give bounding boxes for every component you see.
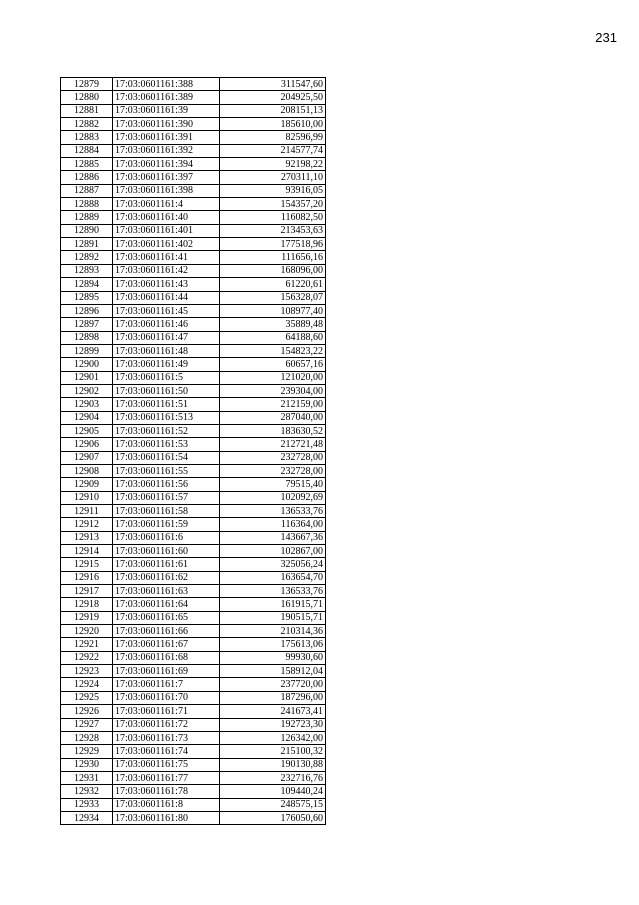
row-number-cell: 12885 <box>61 158 113 171</box>
value-cell: 232728,00 <box>220 451 326 464</box>
cadastral-number-cell: 17:03:0601161:391 <box>113 131 220 144</box>
table-row <box>61 491 326 504</box>
cadastral-number-cell: 17:03:0601161:389 <box>113 91 220 104</box>
value-cell: 232716,76 <box>220 771 326 784</box>
value-cell: 248575,15 <box>220 798 326 811</box>
table-row <box>61 318 326 331</box>
value-cell: 239304,00 <box>220 384 326 397</box>
value-cell: 168096,00 <box>220 264 326 277</box>
value-cell: 175613,06 <box>220 638 326 651</box>
table-row <box>61 264 326 277</box>
row-number-cell: 12883 <box>61 131 113 144</box>
row-number-cell: 12892 <box>61 251 113 264</box>
row-number-cell: 12913 <box>61 531 113 544</box>
cadastral-number-cell: 17:03:0601161:5 <box>113 371 220 384</box>
row-number-cell: 12914 <box>61 545 113 558</box>
value-cell: 121020,00 <box>220 371 326 384</box>
value-cell: 187296,00 <box>220 691 326 704</box>
table-row <box>61 585 326 598</box>
cadastral-number-cell: 17:03:0601161:402 <box>113 238 220 251</box>
value-cell: 213453,63 <box>220 224 326 237</box>
table-row <box>61 745 326 758</box>
cadastral-number-cell: 17:03:0601161:39 <box>113 104 220 117</box>
cadastral-number-cell: 17:03:0601161:68 <box>113 651 220 664</box>
table-row <box>61 705 326 718</box>
value-cell: 311547,60 <box>220 78 326 91</box>
cadastral-number-cell: 17:03:0601161:513 <box>113 411 220 424</box>
row-number-cell: 12880 <box>61 91 113 104</box>
cadastral-number-cell: 17:03:0601161:392 <box>113 144 220 157</box>
cadastral-number-cell: 17:03:0601161:390 <box>113 118 220 131</box>
cadastral-number-cell: 17:03:0601161:70 <box>113 691 220 704</box>
table-row <box>61 731 326 744</box>
row-number-cell: 12931 <box>61 771 113 784</box>
value-cell: 212721,48 <box>220 438 326 451</box>
row-number-cell: 12926 <box>61 705 113 718</box>
row-number-cell: 12911 <box>61 505 113 518</box>
value-cell: 237720,00 <box>220 678 326 691</box>
value-cell: 102867,00 <box>220 545 326 558</box>
value-cell: 154823,22 <box>220 344 326 357</box>
table-row <box>61 424 326 437</box>
row-number-cell: 12932 <box>61 785 113 798</box>
cadastral-number-cell: 17:03:0601161:54 <box>113 451 220 464</box>
value-cell: 116364,00 <box>220 518 326 531</box>
row-number-cell: 12919 <box>61 611 113 624</box>
cadastral-number-cell: 17:03:0601161:51 <box>113 398 220 411</box>
table-body <box>61 78 326 825</box>
value-cell: 93916,05 <box>220 184 326 197</box>
table-row <box>61 384 326 397</box>
value-cell: 108977,40 <box>220 304 326 317</box>
cadastral-number-cell: 17:03:0601161:46 <box>113 318 220 331</box>
row-number-cell: 12925 <box>61 691 113 704</box>
row-number-cell: 12881 <box>61 104 113 117</box>
row-number-cell: 12894 <box>61 278 113 291</box>
cadastral-number-cell: 17:03:0601161:67 <box>113 638 220 651</box>
cadastral-number-cell: 17:03:0601161:40 <box>113 211 220 224</box>
row-number-cell: 12895 <box>61 291 113 304</box>
cadastral-number-cell: 17:03:0601161:41 <box>113 251 220 264</box>
row-number-cell: 12917 <box>61 585 113 598</box>
cadastral-number-cell: 17:03:0601161:61 <box>113 558 220 571</box>
cadastral-number-cell: 17:03:0601161:7 <box>113 678 220 691</box>
table-row <box>61 78 326 91</box>
row-number-cell: 12927 <box>61 718 113 731</box>
table-row <box>61 691 326 704</box>
table-row <box>61 344 326 357</box>
cadastral-number-cell: 17:03:0601161:6 <box>113 531 220 544</box>
value-cell: 287040,00 <box>220 411 326 424</box>
cadastral-number-cell: 17:03:0601161:401 <box>113 224 220 237</box>
cadastral-number-cell: 17:03:0601161:43 <box>113 278 220 291</box>
value-cell: 35889,48 <box>220 318 326 331</box>
row-number-cell: 12888 <box>61 198 113 211</box>
table-row <box>61 451 326 464</box>
value-cell: 215100,32 <box>220 745 326 758</box>
cadastral-number-cell: 17:03:0601161:8 <box>113 798 220 811</box>
table-row <box>61 611 326 624</box>
row-number-cell: 12908 <box>61 464 113 477</box>
table-row <box>61 785 326 798</box>
value-cell: 185610,00 <box>220 118 326 131</box>
row-number-cell: 12909 <box>61 478 113 491</box>
cadastral-number-cell: 17:03:0601161:4 <box>113 198 220 211</box>
table-row <box>61 598 326 611</box>
value-cell: 190515,71 <box>220 611 326 624</box>
cadastral-number-cell: 17:03:0601161:78 <box>113 785 220 798</box>
cadastral-number-cell: 17:03:0601161:397 <box>113 171 220 184</box>
cadastral-number-cell: 17:03:0601161:72 <box>113 718 220 731</box>
table-row <box>61 224 326 237</box>
table-row <box>61 665 326 678</box>
value-cell: 325056,24 <box>220 558 326 571</box>
table-row <box>61 211 326 224</box>
row-number-cell: 12904 <box>61 411 113 424</box>
table-row <box>61 251 326 264</box>
value-cell: 136533,76 <box>220 585 326 598</box>
row-number-cell: 12922 <box>61 651 113 664</box>
value-cell: 177518,96 <box>220 238 326 251</box>
row-number-cell: 12890 <box>61 224 113 237</box>
value-cell: 204925,50 <box>220 91 326 104</box>
cadastral-number-cell: 17:03:0601161:57 <box>113 491 220 504</box>
table-row <box>61 131 326 144</box>
row-number-cell: 12910 <box>61 491 113 504</box>
table-row <box>61 518 326 531</box>
cadastral-number-cell: 17:03:0601161:77 <box>113 771 220 784</box>
table-row <box>61 638 326 651</box>
row-number-cell: 12907 <box>61 451 113 464</box>
value-cell: 136533,76 <box>220 505 326 518</box>
table-row <box>61 625 326 638</box>
cadastral-number-cell: 17:03:0601161:45 <box>113 304 220 317</box>
value-cell: 143667,36 <box>220 531 326 544</box>
cadastral-number-cell: 17:03:0601161:60 <box>113 545 220 558</box>
row-number-cell: 12891 <box>61 238 113 251</box>
cadastral-number-cell: 17:03:0601161:56 <box>113 478 220 491</box>
value-cell: 111656,16 <box>220 251 326 264</box>
row-number-cell: 12905 <box>61 424 113 437</box>
row-number-cell: 12900 <box>61 358 113 371</box>
row-number-cell: 12896 <box>61 304 113 317</box>
value-cell: 210314,36 <box>220 625 326 638</box>
row-number-cell: 12928 <box>61 731 113 744</box>
table-row <box>61 558 326 571</box>
row-number-cell: 12915 <box>61 558 113 571</box>
cadastral-number-cell: 17:03:0601161:53 <box>113 438 220 451</box>
table-row <box>61 478 326 491</box>
table-row <box>61 104 326 117</box>
table-row <box>61 811 326 824</box>
row-number-cell: 12884 <box>61 144 113 157</box>
row-number-cell: 12929 <box>61 745 113 758</box>
table-row <box>61 464 326 477</box>
table-row <box>61 758 326 771</box>
value-cell: 82596,99 <box>220 131 326 144</box>
table-row <box>61 198 326 211</box>
row-number-cell: 12879 <box>61 78 113 91</box>
row-number-cell: 12923 <box>61 665 113 678</box>
cadastral-number-cell: 17:03:0601161:47 <box>113 331 220 344</box>
row-number-cell: 12916 <box>61 571 113 584</box>
cadastral-number-cell: 17:03:0601161:73 <box>113 731 220 744</box>
row-number-cell: 12889 <box>61 211 113 224</box>
table-row <box>61 171 326 184</box>
table-row <box>61 531 326 544</box>
row-number-cell: 12899 <box>61 344 113 357</box>
value-cell: 64188,60 <box>220 331 326 344</box>
cadastral-number-cell: 17:03:0601161:50 <box>113 384 220 397</box>
cadastral-number-cell: 17:03:0601161:63 <box>113 585 220 598</box>
table-row <box>61 91 326 104</box>
table-row <box>61 118 326 131</box>
value-cell: 92198,22 <box>220 158 326 171</box>
table-row <box>61 438 326 451</box>
row-number-cell: 12886 <box>61 171 113 184</box>
value-cell: 161915,71 <box>220 598 326 611</box>
row-number-cell: 12893 <box>61 264 113 277</box>
page-number: 231 <box>595 30 617 45</box>
cadastral-number-cell: 17:03:0601161:394 <box>113 158 220 171</box>
table-row <box>61 291 326 304</box>
cadastral-number-cell: 17:03:0601161:49 <box>113 358 220 371</box>
value-cell: 154357,20 <box>220 198 326 211</box>
cadastral-number-cell: 17:03:0601161:62 <box>113 571 220 584</box>
cadastral-number-cell: 17:03:0601161:69 <box>113 665 220 678</box>
cadastral-number-cell: 17:03:0601161:59 <box>113 518 220 531</box>
row-number-cell: 12887 <box>61 184 113 197</box>
cadastral-number-cell: 17:03:0601161:44 <box>113 291 220 304</box>
row-number-cell: 12906 <box>61 438 113 451</box>
table-row <box>61 718 326 731</box>
value-cell: 156328,07 <box>220 291 326 304</box>
table-row <box>61 278 326 291</box>
value-cell: 109440,24 <box>220 785 326 798</box>
cadastral-number-cell: 17:03:0601161:398 <box>113 184 220 197</box>
cadastral-number-cell: 17:03:0601161:42 <box>113 264 220 277</box>
cadastral-number-cell: 17:03:0601161:71 <box>113 705 220 718</box>
value-cell: 214577,74 <box>220 144 326 157</box>
value-cell: 158912,04 <box>220 665 326 678</box>
value-cell: 183630,52 <box>220 424 326 437</box>
cadastral-number-cell: 17:03:0601161:80 <box>113 811 220 824</box>
value-cell: 99930,60 <box>220 651 326 664</box>
table-row <box>61 505 326 518</box>
value-cell: 190130,88 <box>220 758 326 771</box>
row-number-cell: 12921 <box>61 638 113 651</box>
value-cell: 232728,00 <box>220 464 326 477</box>
row-number-cell: 12897 <box>61 318 113 331</box>
value-cell: 212159,00 <box>220 398 326 411</box>
table-row <box>61 398 326 411</box>
value-cell: 241673,41 <box>220 705 326 718</box>
value-cell: 60657,16 <box>220 358 326 371</box>
table-row <box>61 678 326 691</box>
cadastral-number-cell: 17:03:0601161:55 <box>113 464 220 477</box>
row-number-cell: 12920 <box>61 625 113 638</box>
table-row <box>61 304 326 317</box>
table-row <box>61 571 326 584</box>
row-number-cell: 12901 <box>61 371 113 384</box>
value-cell: 126342,00 <box>220 731 326 744</box>
row-number-cell: 12912 <box>61 518 113 531</box>
value-cell: 163654,70 <box>220 571 326 584</box>
value-cell: 79515,40 <box>220 478 326 491</box>
table-row <box>61 771 326 784</box>
row-number-cell: 12882 <box>61 118 113 131</box>
value-cell: 192723,30 <box>220 718 326 731</box>
cadastral-number-cell: 17:03:0601161:58 <box>113 505 220 518</box>
cadastral-number-cell: 17:03:0601161:52 <box>113 424 220 437</box>
value-cell: 208151,13 <box>220 104 326 117</box>
row-number-cell: 12918 <box>61 598 113 611</box>
cadastral-number-cell: 17:03:0601161:64 <box>113 598 220 611</box>
value-cell: 116082,50 <box>220 211 326 224</box>
value-cell: 270311,10 <box>220 171 326 184</box>
row-number-cell: 12933 <box>61 798 113 811</box>
row-number-cell: 12898 <box>61 331 113 344</box>
table-row <box>61 238 326 251</box>
table-row <box>61 184 326 197</box>
table-row <box>61 371 326 384</box>
row-number-cell: 12902 <box>61 384 113 397</box>
row-number-cell: 12930 <box>61 758 113 771</box>
cadastral-number-cell: 17:03:0601161:388 <box>113 78 220 91</box>
table-row <box>61 411 326 424</box>
table-row <box>61 545 326 558</box>
row-number-cell: 12924 <box>61 678 113 691</box>
row-number-cell: 12903 <box>61 398 113 411</box>
table-row <box>61 798 326 811</box>
row-number-cell: 12934 <box>61 811 113 824</box>
table-row <box>61 144 326 157</box>
value-cell: 102092,69 <box>220 491 326 504</box>
value-cell: 61220,61 <box>220 278 326 291</box>
cadastral-number-cell: 17:03:0601161:66 <box>113 625 220 638</box>
cadastral-value-table <box>60 77 326 825</box>
cadastral-number-cell: 17:03:0601161:65 <box>113 611 220 624</box>
cadastral-number-cell: 17:03:0601161:74 <box>113 745 220 758</box>
table-row <box>61 651 326 664</box>
value-cell: 176050,60 <box>220 811 326 824</box>
cadastral-number-cell: 17:03:0601161:75 <box>113 758 220 771</box>
table-row <box>61 358 326 371</box>
table-row <box>61 158 326 171</box>
cadastral-number-cell: 17:03:0601161:48 <box>113 344 220 357</box>
table-row <box>61 331 326 344</box>
